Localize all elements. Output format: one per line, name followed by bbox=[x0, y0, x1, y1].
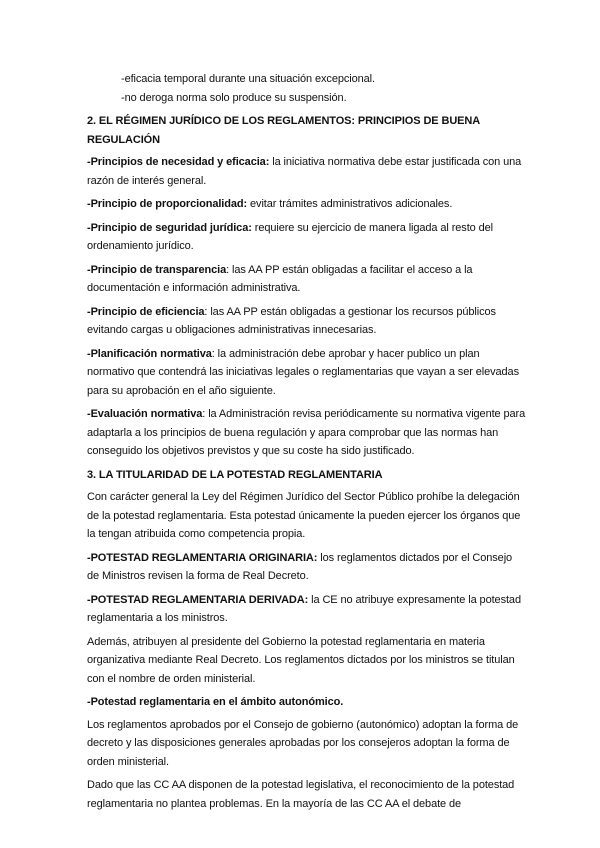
principle-text: requiere su ejercicio de manera ligada al resto del ordenamiento jurídico. bbox=[87, 221, 494, 252]
intro-paragraph: Con carácter general la Ley del Régimen Jurídico del Sector Público prohíbe la delegación de la potestad reglamentaria. Esta potestad únicamente la pueden ejercer los órganos que la tengan atribuida como competencia propia. bbox=[87, 491, 521, 540]
principle-term: -Principios de necesidad y eficacia: bbox=[87, 156, 270, 168]
originaria-text: los reglamentos dictados por el Consejo de Ministros revisen la forma de Real Decreto. bbox=[87, 551, 513, 582]
section-3-heading: 3. LA TITULARIDAD DE LA POTESTAD REGLAMENTARIA bbox=[87, 468, 383, 481]
principle-paragraph bbox=[87, 345, 527, 401]
principle-text: : la Administración revisa periódicamente su normativa vigente para adaptarla a los principios de buena regulación y apara comprobar que las normas han conseguido los objetivos previstos y que su coste ha sido justificado. bbox=[87, 408, 526, 457]
principle-paragraph bbox=[87, 405, 527, 461]
document-body bbox=[87, 70, 527, 813]
derivada-text: la CE no atribuye expresamente la potestad reglamentaria a los ministros. bbox=[87, 593, 521, 624]
principle-paragraph bbox=[87, 303, 527, 340]
list-item: -no deroga norma solo produce su suspensión. bbox=[121, 91, 347, 104]
principle-text: : las AA PP están obligadas a gestionar los recursos públicos evitando cargas u obligaciones administrativas innecesarias. bbox=[87, 305, 496, 336]
list-item: -eficacia temporal durante una situación excepcional. bbox=[121, 73, 375, 85]
autonomico-paragraph: Los reglamentos aprobados por el Consejo de gobierno (autonómico) adoptan la forma de decreto y las disposiciones generales aprobadas por los consejeros adoptan la forma de orden ministerial. bbox=[87, 718, 519, 768]
principle-text: : la administración debe aprobar y hacer publico un plan normativo que contendrá las iniciativas legales o reglamentarias que vayan a ser elevadas para su aprobación en el año siguiente. bbox=[87, 347, 519, 397]
principle-term: -Planificación normativa bbox=[87, 347, 212, 360]
principle-text: evitar trámites administrativos adicionales. bbox=[247, 198, 453, 210]
principle-term: -Evaluación normativa bbox=[87, 408, 203, 420]
derivada-paragraph bbox=[87, 591, 527, 628]
section-2-heading: 2. EL RÉGIMEN JURÍDICO DE LOS REGLAMENTOS: PRINCIPIOS DE BUENA REGULACIÓN bbox=[87, 115, 480, 146]
principle-term: -Principio de proporcionalidad: bbox=[87, 198, 248, 210]
principle-paragraph bbox=[87, 195, 527, 214]
principle-text: la iniciativa normativa debe estar justificada con una razón de interés general. bbox=[87, 156, 522, 187]
principle-paragraph bbox=[87, 261, 527, 298]
derivada-term: -POTESTAD REGLAMENTARIA DERIVADA: bbox=[87, 593, 309, 606]
principle-term: -Principio de eficiencia bbox=[87, 305, 205, 318]
autonomico-heading: -Potestad reglamentaria en el ámbito autonómico. bbox=[87, 696, 344, 708]
final-paragraph: Dado que las CC AA disponen de la potestad legislativa, el reconocimiento de la potestad reglamentaria no plantea problemas. En la mayoría de las CC AA el debate de bbox=[87, 779, 515, 810]
principle-term: -Principio de seguridad jurídica: bbox=[87, 221, 252, 234]
originaria-paragraph bbox=[87, 549, 527, 586]
principle-text: : las AA PP están obligadas a facilitar el acceso a la documentación e información administrativa. bbox=[87, 263, 473, 294]
originaria-term: -POTESTAD REGLAMENTARIA ORIGINARIA: bbox=[87, 551, 318, 564]
principle-paragraph bbox=[87, 153, 527, 190]
principle-paragraph bbox=[87, 219, 527, 256]
ademas-paragraph: Además, atribuyen al presidente del Gobierno la potestad reglamentaria en materia organizativa mediante Real Decreto. Los reglamentos dictados por los ministros se titulan con el nombre de orden ministerial. bbox=[87, 635, 515, 685]
principle-term: -Principio de transparencia bbox=[87, 263, 227, 276]
